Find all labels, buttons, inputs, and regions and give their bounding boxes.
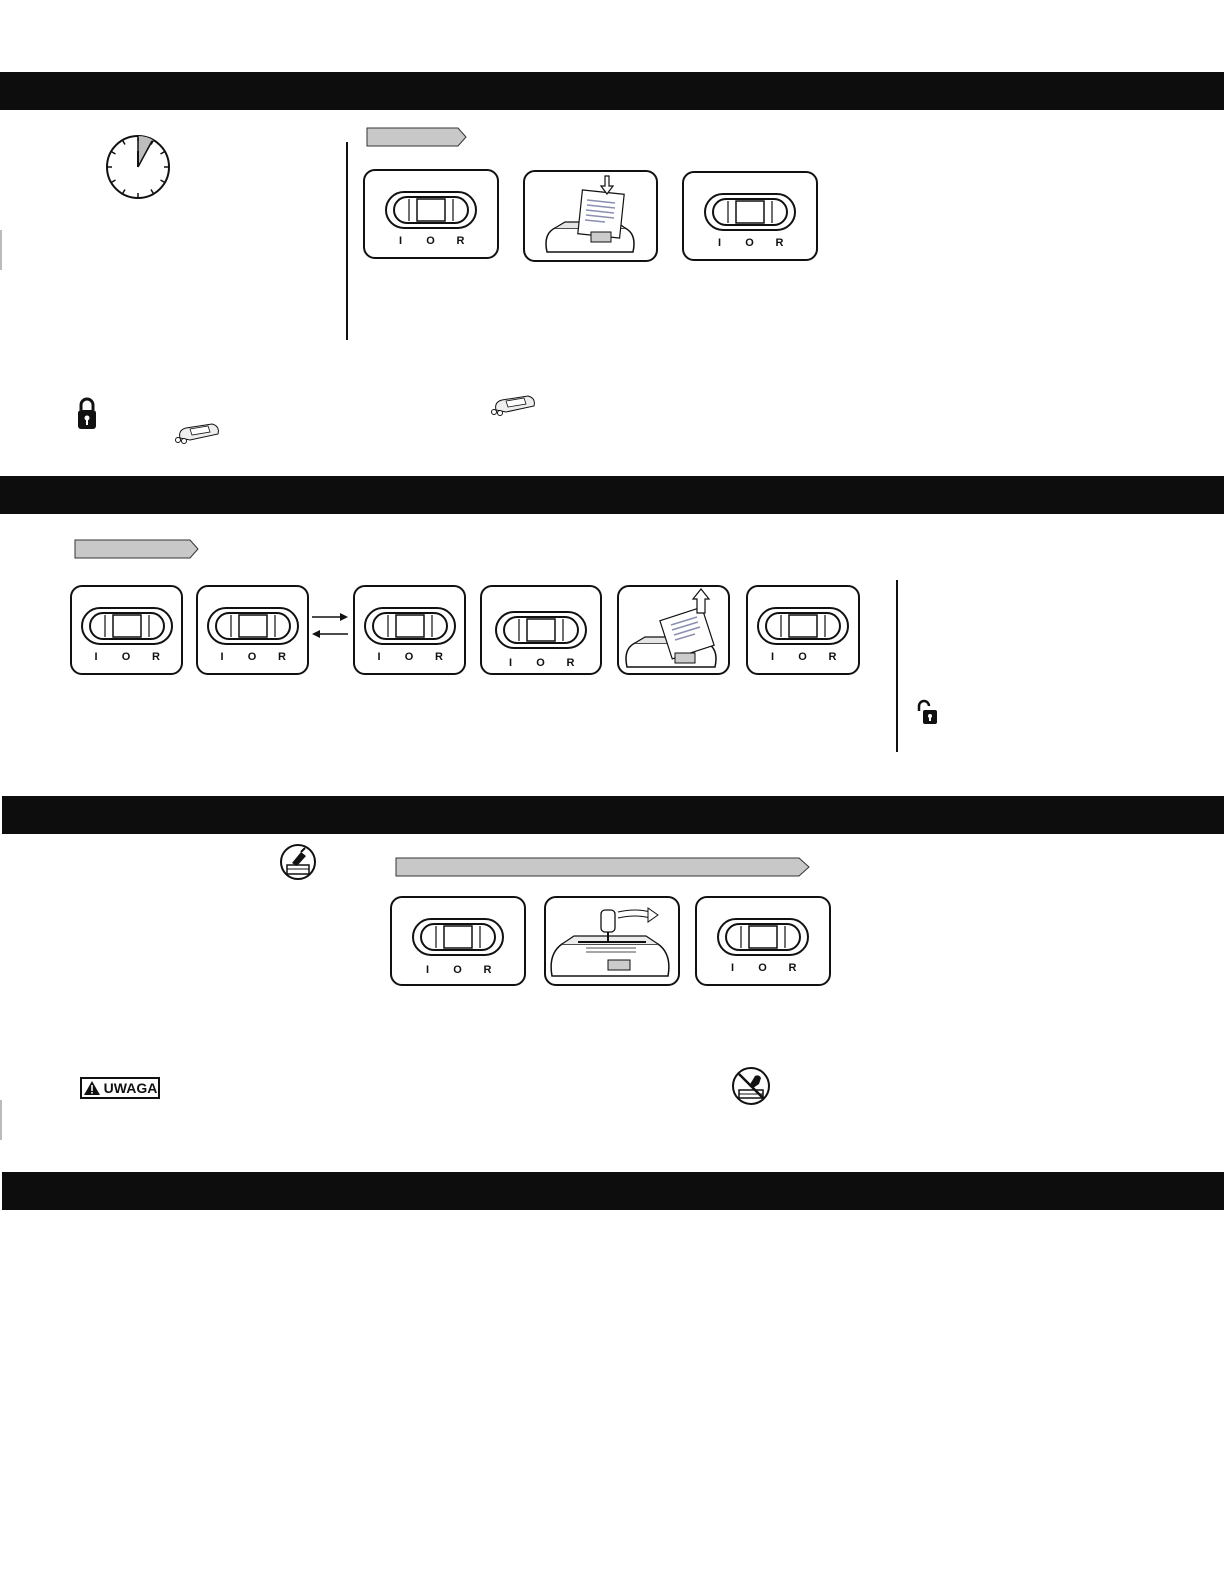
lock-closed-icon [77, 396, 97, 430]
oiling-panel [544, 896, 680, 986]
switch-label-off: O [758, 962, 768, 974]
rocker-switch[interactable] [717, 918, 809, 956]
switch-label-reverse: R [278, 651, 287, 663]
switch-label-on: I [377, 651, 382, 663]
switch-label-off: O [798, 651, 808, 663]
switch-panel [353, 585, 466, 675]
no-hands-icon [731, 1066, 771, 1106]
switch-label-on: I [94, 651, 99, 663]
shredder-icon [172, 420, 222, 444]
edge-mark [0, 230, 2, 270]
rocker-switch[interactable] [364, 607, 456, 645]
rocker-switch[interactable] [704, 193, 796, 231]
switch-label-off: O [536, 657, 546, 669]
warning-badge [80, 1077, 160, 1099]
switch-label-on: I [770, 651, 776, 663]
switch-label-on: I [508, 657, 514, 669]
rocker-switch[interactable] [495, 611, 587, 649]
shredder-reverse-panel [617, 585, 730, 675]
divider-line [346, 142, 348, 340]
lock-open-icon [915, 699, 939, 725]
switch-panel [390, 896, 526, 986]
rocker-switch[interactable] [412, 918, 504, 956]
switch-panel [682, 171, 818, 261]
switch-panel [480, 585, 602, 675]
edge-mark [0, 1100, 2, 1140]
switch-label-reverse: R [788, 962, 798, 974]
divider-line [896, 580, 898, 752]
shredder-oiling-icon [546, 898, 678, 984]
switch-panel [746, 585, 860, 675]
switch-label-reverse: R [828, 651, 838, 663]
switch-label-on: I [730, 962, 736, 974]
switch-label-reverse: R [456, 235, 466, 247]
switch-label-reverse: R [483, 964, 493, 976]
switch-label-on: I [717, 237, 723, 249]
arrow-right-icon [312, 612, 348, 622]
clock-icon [104, 133, 172, 201]
step-tab-long [395, 857, 811, 877]
switch-panel [70, 585, 183, 675]
switch-label-on: I [398, 235, 404, 247]
switch-panel [695, 896, 831, 986]
switch-label-reverse: R [435, 651, 444, 663]
shredder-icon [619, 587, 727, 673]
switch-label-reverse: R [775, 237, 785, 249]
rocker-switch[interactable] [81, 607, 173, 645]
rocker-switch[interactable] [385, 191, 477, 229]
section-bar-1 [0, 72, 1224, 110]
section-bar-4 [2, 1172, 1224, 1210]
oil-bottle-icon [279, 843, 317, 881]
rocker-switch[interactable] [207, 607, 299, 645]
switch-label-reverse: R [152, 651, 161, 663]
rocker-switch[interactable] [757, 607, 849, 645]
switch-label-on: I [425, 964, 431, 976]
shredder-icon [525, 172, 655, 260]
switch-label-off: O [247, 651, 258, 663]
switch-panel [363, 169, 499, 259]
switch-panel [196, 585, 309, 675]
step-tab [74, 539, 200, 559]
warning-label: UWAGA [103, 1080, 158, 1096]
step-tab [366, 127, 468, 147]
switch-label-reverse: R [566, 657, 576, 669]
switch-label-off: O [745, 237, 755, 249]
section-bar-3 [2, 796, 1224, 834]
switch-label-off: O [121, 651, 132, 663]
switch-label-off: O [404, 651, 415, 663]
section-bar-2 [0, 476, 1224, 514]
shredder-feed-panel [523, 170, 658, 262]
switch-label-off: O [426, 235, 436, 247]
arrow-left-icon [312, 629, 348, 639]
warning-triangle-icon [83, 1080, 101, 1096]
switch-label-on: I [220, 651, 225, 663]
shredder-icon [488, 392, 538, 416]
switch-label-off: O [453, 964, 463, 976]
